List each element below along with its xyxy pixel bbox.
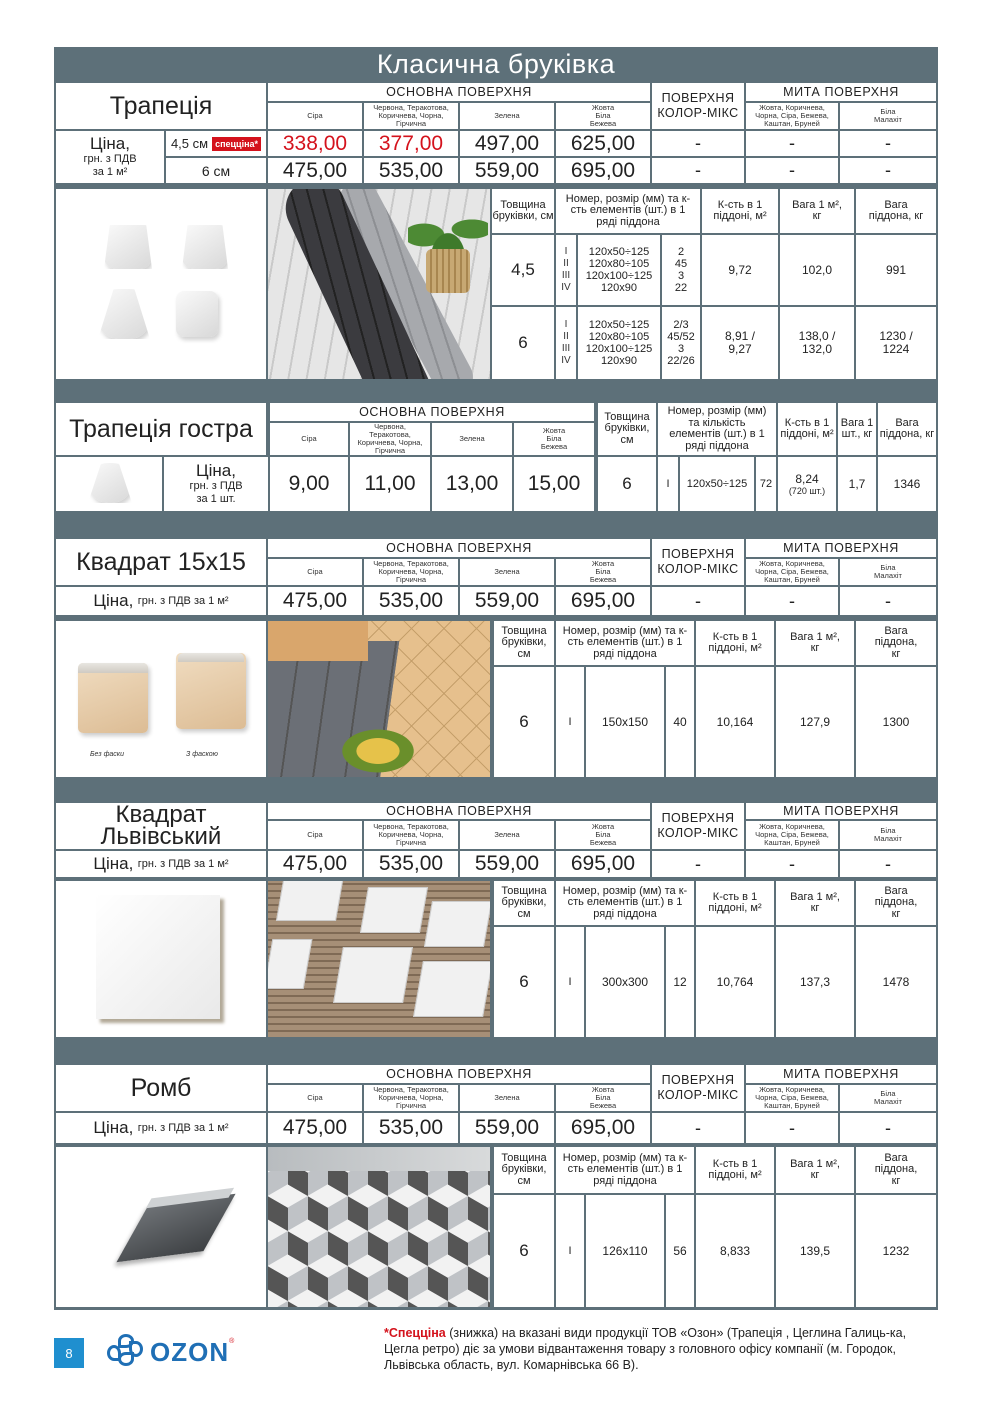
price-45-yellow: 625,00 <box>556 131 650 156</box>
spec-45-wm2: 102,0 <box>780 235 854 305</box>
kl-col-washed-1: Жовта, Коричнева, Чорна, Сіра, Бежева, Каштан, Бруней <box>746 821 838 849</box>
k15-h-wm2: Вага 1 м², кг <box>776 621 854 665</box>
k15-num: I <box>556 667 584 777</box>
kl-name-1: Квадрат <box>115 803 207 828</box>
k15-price-red: 535,00 <box>364 587 458 615</box>
special-price-note <box>384 1325 936 1373</box>
photo-romb <box>268 1147 490 1307</box>
col-grey: Сіра <box>268 103 362 129</box>
special-price-badge: спецціна* <box>212 137 261 151</box>
romb-h-number: Номер, розмір (мм) та к-сть елементів (шт.) в 1 ряді піддона <box>556 1147 694 1193</box>
sharp-wp: 1346 <box>878 457 936 511</box>
k15-price-word: Ціна, <box>93 591 134 610</box>
price-label-line-1: Ціна, <box>90 134 130 153</box>
k15-qty: 10,164 <box>696 667 774 777</box>
spec-6-wp: 1230 / 1224 <box>856 307 936 379</box>
caption-no-chamfer: Без фаски <box>90 751 125 758</box>
color-mix-header: ПОВЕРХНЯ КОЛОР-МІКС <box>652 83 744 129</box>
romb-h-wp: Вага піддона, кг <box>856 1147 936 1193</box>
product-name-romb: Ромб <box>56 1065 266 1111</box>
kl-col-yellow: Жовта Біла Бежева <box>556 821 650 849</box>
thickness-6: 6 см <box>166 158 266 183</box>
stone-1 <box>104 225 152 269</box>
k15-price-label <box>56 587 266 615</box>
note-bold: *Спецціна <box>384 1326 446 1340</box>
sharp-col-yellow: Жовта Біла Бежева <box>514 423 594 455</box>
spec-6-wm2: 138,0 / 132,0 <box>780 307 854 379</box>
romb-price-yellow: 695,00 <box>556 1113 650 1143</box>
sharp-price-yellow: 15,00 <box>514 457 594 511</box>
block-chamfer <box>176 653 246 729</box>
product-image-trapezia <box>56 189 266 379</box>
k15-wm2: 127,9 <box>776 667 854 777</box>
kl-price-vat: грн. з ПДВ за 1 м² <box>137 857 229 870</box>
romb-num: I <box>556 1195 584 1307</box>
kl-wp: 1478 <box>856 927 936 1037</box>
sharp-price-label <box>164 457 268 511</box>
col-washed-2: Біла Малахіт <box>840 103 936 129</box>
col-green: Зелена <box>460 103 554 129</box>
spec-6-qty: 8,91 / 9,27 <box>702 307 778 379</box>
price-6-washed-1: - <box>746 158 838 183</box>
spec-45-nums: I II III IV <box>556 235 576 305</box>
kl-price-mix: - <box>652 851 744 877</box>
spec-6-counts: 2/3 45/52 3 22/26 <box>662 307 700 379</box>
k15-color-mix-header: ПОВЕРХНЯ КОЛОР-МІКС <box>652 539 744 585</box>
k15-washed-header: МИТА ПОВЕРХНЯ <box>746 539 936 557</box>
romb-main-surface-header: ОСНОВНА ПОВЕРХНЯ <box>268 1065 650 1083</box>
romb-wm2: 139,5 <box>776 1195 854 1307</box>
product-name-trapezia: Трапеція <box>56 83 266 129</box>
romb-qty: 8,833 <box>696 1195 774 1307</box>
note-text: (знижка) на вказані види продукції ТОВ «Озон» (Трапеція , Цеглина Галиць-ка, Цегла ретро) діє за умови відвантаження товару з головного офісу компанії (м. Городок, Львівська область, вул. Комарнівська 66 В). <box>384 1326 907 1372</box>
k15-col-washed-1: Жовта, Коричнева, Чорна, Сіра, Бежева, Каштан, Бруней <box>746 559 838 585</box>
romb-h-qty: К-сть в 1 піддоні, м² <box>696 1147 774 1193</box>
price-45-red: 377,00 <box>364 131 458 156</box>
romb-price-washed-2: - <box>840 1113 936 1143</box>
k15-h-number: Номер, розмір (мм) та к-сть елементів (шт.) в 1 ряді піддона <box>556 621 694 665</box>
k15-wp: 1300 <box>856 667 936 777</box>
product-image-kvadrat-lviv <box>56 881 266 1037</box>
sharp-qty: 8,24 <box>795 471 819 486</box>
spec-wm2-header: Вага 1 м², кг <box>780 189 854 233</box>
kl-price-grey: 475,00 <box>268 851 362 877</box>
main-surface-header: ОСНОВНА ПОВЕРХНЯ <box>268 83 650 101</box>
romb-price-green: 559,00 <box>460 1113 554 1143</box>
kl-wm2: 137,3 <box>776 927 854 1037</box>
stone-3 <box>98 289 150 339</box>
spec-45-thick: 4,5 <box>492 235 554 305</box>
page-number: 8 <box>54 1338 84 1368</box>
k15-price-yellow: 695,00 <box>556 587 650 615</box>
kl-price-washed-1: - <box>746 851 838 877</box>
thickness-45-label <box>166 131 266 156</box>
spec-6-nums: I II III IV <box>556 307 576 379</box>
kl-qty: 10,764 <box>696 927 774 1037</box>
k15-price-green: 559,00 <box>460 587 554 615</box>
kl-price-washed-2: - <box>840 851 936 877</box>
romb-price-mix: - <box>652 1113 744 1143</box>
product-image-kvadrat15 <box>56 621 266 777</box>
sharp-count: 72 <box>756 457 776 511</box>
price-label-line-3: за 1 м² <box>92 166 128 178</box>
stone-2 <box>182 225 228 269</box>
price-45-washed-2: - <box>840 131 936 156</box>
sharp-col-red: Червона, Теракотова, Коричнева, Чорна, Гірчична <box>350 423 430 455</box>
romb-size: 126х110 <box>586 1195 664 1307</box>
slab-lviv <box>96 895 220 1019</box>
thickness-45: 4,5 см <box>170 135 209 151</box>
kl-h-thick: Товщина бруківки, см <box>494 881 554 925</box>
sharp-h-thick: Товщина бруківки, см <box>598 403 656 455</box>
ozon-logo: OZON ® <box>106 1334 246 1370</box>
spec-6-sizes: 120х50÷125 120х80÷105 120х100÷125 120х90 <box>578 307 660 379</box>
block-no-chamfer <box>78 663 148 733</box>
romb-washed-header: МИТА ПОВЕРХНЯ <box>746 1065 936 1083</box>
k15-col-yellow: Жовта Біла Бежева <box>556 559 650 585</box>
k15-count: 40 <box>666 667 694 777</box>
k15-h-qty: К-сть в 1 піддоні, м² <box>696 621 774 665</box>
k15-price-mix: - <box>652 587 744 615</box>
romb-col-washed-2: Біла Малахіт <box>840 1085 936 1111</box>
sharp-h-w1: Вага 1 шт., кг <box>838 403 876 455</box>
page-title: Класична бруківка <box>376 49 616 79</box>
k15-main-surface-header: ОСНОВНА ПОВЕРХНЯ <box>268 539 650 557</box>
kl-count: 12 <box>666 927 694 1037</box>
stone-sharp <box>88 463 132 503</box>
k15-col-grey: Сіра <box>268 559 362 585</box>
k15-price-washed-2: - <box>840 587 936 615</box>
kl-col-red: Червона, Теракотова, Коричнева, Чорна, Гірчична <box>364 821 458 849</box>
sharp-price-label-1: Ціна, <box>196 461 236 480</box>
sharp-price-red: 11,00 <box>350 457 430 511</box>
kl-h-wp: Вага піддона, кг <box>856 881 936 925</box>
price-6-red: 535,00 <box>364 158 458 183</box>
col-washed-1: Жовта, Коричнева, Чорна, Сіра, Бежева, Каштан, Бруней <box>746 103 838 129</box>
romb-col-green: Зелена <box>460 1085 554 1111</box>
sharp-qty-cell <box>778 457 836 511</box>
romb-price-red: 535,00 <box>364 1113 458 1143</box>
spec-6-thick: 6 <box>492 307 554 379</box>
sharp-thick: 6 <box>598 457 656 511</box>
sharp-price-green: 13,00 <box>432 457 512 511</box>
kl-color-mix-header: ПОВЕРХНЯ КОЛОР-МІКС <box>652 803 744 849</box>
kl-h-wm2: Вага 1 м², кг <box>776 881 854 925</box>
product-name-kvadrat-lviv <box>56 803 266 849</box>
kl-name-2: Львівський <box>100 823 222 849</box>
k15-h-thick: Товщина бруківки, см <box>494 621 554 665</box>
photo-kvadrat15 <box>268 621 490 777</box>
price-45-green: 497,00 <box>460 131 554 156</box>
sharp-main-surface-header: ОСНОВНА ПОВЕРХНЯ <box>270 403 594 421</box>
price-sheet <box>54 47 938 1310</box>
price-45-grey: 338,00 <box>268 131 362 156</box>
photo-trapezia <box>268 189 490 379</box>
kl-col-washed-2: Біла Малахіт <box>840 821 936 849</box>
sharp-h-qty: К-сть в 1 піддоні, м² <box>778 403 836 455</box>
stone-4 <box>176 291 218 337</box>
romb-thick: 6 <box>494 1195 554 1307</box>
price-6-grey: 475,00 <box>268 158 362 183</box>
kl-col-grey: Сіра <box>268 821 362 849</box>
romb-h-thick: Товщина бруківки, см <box>494 1147 554 1193</box>
product-image-trapezia-sharp <box>56 457 162 511</box>
romb-col-yellow: Жовта Біла Бежева <box>556 1085 650 1111</box>
spec-45-sizes: 120х50÷125 120х80÷105 120х100÷125 120х90 <box>578 235 660 305</box>
price-45-mix: - <box>652 131 744 156</box>
spec-qty-header: К-сть в 1 піддоні, м² <box>702 189 778 233</box>
sharp-price-grey: 9,00 <box>270 457 348 511</box>
kl-thick: 6 <box>494 927 554 1037</box>
spec-45-counts: 2 45 3 22 <box>662 235 700 305</box>
kl-price-yellow: 695,00 <box>556 851 650 877</box>
sharp-col-green: Зелена <box>432 423 512 455</box>
col-yellow: Жовта Біла Бежева <box>556 103 650 129</box>
romb-price-vat: грн. з ПДВ за 1 м² <box>137 1121 229 1134</box>
k15-col-red: Червона, Теракотова, Коричнева, Чорна, Гірчична <box>364 559 458 585</box>
ozon-logo-icon <box>106 1334 146 1370</box>
kl-size: 300х300 <box>586 927 664 1037</box>
kl-price-word: Ціна, <box>93 854 134 873</box>
k15-price-washed-1: - <box>746 587 838 615</box>
price-6-green: 559,00 <box>460 158 554 183</box>
spec-wp-header: Вага піддона, кг <box>856 189 936 233</box>
romb-price-grey: 475,00 <box>268 1113 362 1143</box>
caption-chamfer: З фаскою <box>186 751 218 758</box>
sharp-price-label-2: грн. з ПДВ <box>189 480 243 492</box>
ozon-logo-text: OZON <box>150 1336 230 1367</box>
sharp-h-wp: Вага піддона, кг <box>878 403 936 455</box>
k15-col-washed-2: Біла Малахіт <box>840 559 936 585</box>
kl-price-green: 559,00 <box>460 851 554 877</box>
sharp-num: I <box>658 457 678 511</box>
sharp-size: 120х50÷125 <box>680 457 754 511</box>
kl-h-number: Номер, розмір (мм) та к-сть елементів (шт.) в 1 ряді піддона <box>556 881 694 925</box>
kl-main-surface-header: ОСНОВНА ПОВЕРХНЯ <box>268 803 650 819</box>
kl-col-green: Зелена <box>460 821 554 849</box>
romb-col-red: Червона, Теракотова, Коричнева, Чорна, Гірчична <box>364 1085 458 1111</box>
kl-washed-header: МИТА ПОВЕРХНЯ <box>746 803 936 819</box>
spec-45-wp: 991 <box>856 235 936 305</box>
romb-price-washed-1: - <box>746 1113 838 1143</box>
k15-thick: 6 <box>494 667 554 777</box>
romb-wp: 1232 <box>856 1195 936 1307</box>
price-label-trapezia <box>56 131 164 183</box>
price-label-line-2: грн. з ПДВ <box>83 153 137 165</box>
spec-45-qty: 9,72 <box>702 235 778 305</box>
kl-price-red: 535,00 <box>364 851 458 877</box>
k15-price-grey: 475,00 <box>268 587 362 615</box>
sharp-price-label-3: за 1 шт. <box>196 493 236 505</box>
col-red: Червона, Теракотова, Коричнева, Чорна, Гірчична <box>364 103 458 129</box>
romb-price-word: Ціна, <box>93 1118 134 1137</box>
sharp-h-number: Номер, розмір (мм) та кількість елементів (шт.) в 1 ряді піддона <box>658 403 776 455</box>
romb-count: 56 <box>666 1195 694 1307</box>
romb-col-grey: Сіра <box>268 1085 362 1111</box>
sharp-col-grey: Сіра <box>270 423 348 455</box>
k15-col-green: Зелена <box>460 559 554 585</box>
kl-price-label <box>56 851 266 877</box>
romb-col-washed-1: Жовта, Коричнева, Чорна, Сіра, Бежева, Каштан, Бруней <box>746 1085 838 1111</box>
romb-h-wm2: Вага 1 м², кг <box>776 1147 854 1193</box>
kl-num: I <box>556 927 584 1037</box>
price-45-washed-1: - <box>746 131 838 156</box>
k15-h-wp: Вага піддона, кг <box>856 621 936 665</box>
product-image-romb <box>56 1147 266 1307</box>
spec-thick-header: Товщина бруківки, см <box>492 189 554 233</box>
sharp-w1: 1,7 <box>838 457 876 511</box>
k15-price-vat: грн. з ПДВ за 1 м² <box>137 594 229 607</box>
product-name-trapezia-sharp: Трапеція гостра <box>56 403 266 455</box>
k15-size: 150х150 <box>586 667 664 777</box>
product-name-kvadrat15: Квадрат 15х15 <box>56 539 266 585</box>
price-6-washed-2: - <box>840 158 936 183</box>
price-6-mix: - <box>652 158 744 183</box>
romb-price-label <box>56 1113 266 1143</box>
romb-color-mix-header: ПОВЕРХНЯ КОЛОР-МІКС <box>652 1065 744 1111</box>
washed-header: МИТА ПОВЕРХНЯ <box>746 83 936 101</box>
spec-number-header: Номер, розмір (мм) та к-сть елементів (шт.) в 1 ряді піддона <box>556 189 700 233</box>
price-6-yellow: 695,00 <box>556 158 650 183</box>
sharp-qty-note: (720 шт.) <box>788 485 826 496</box>
photo-kvadrat-lviv <box>268 881 490 1037</box>
kl-h-qty: К-сть в 1 піддоні, м² <box>696 881 774 925</box>
